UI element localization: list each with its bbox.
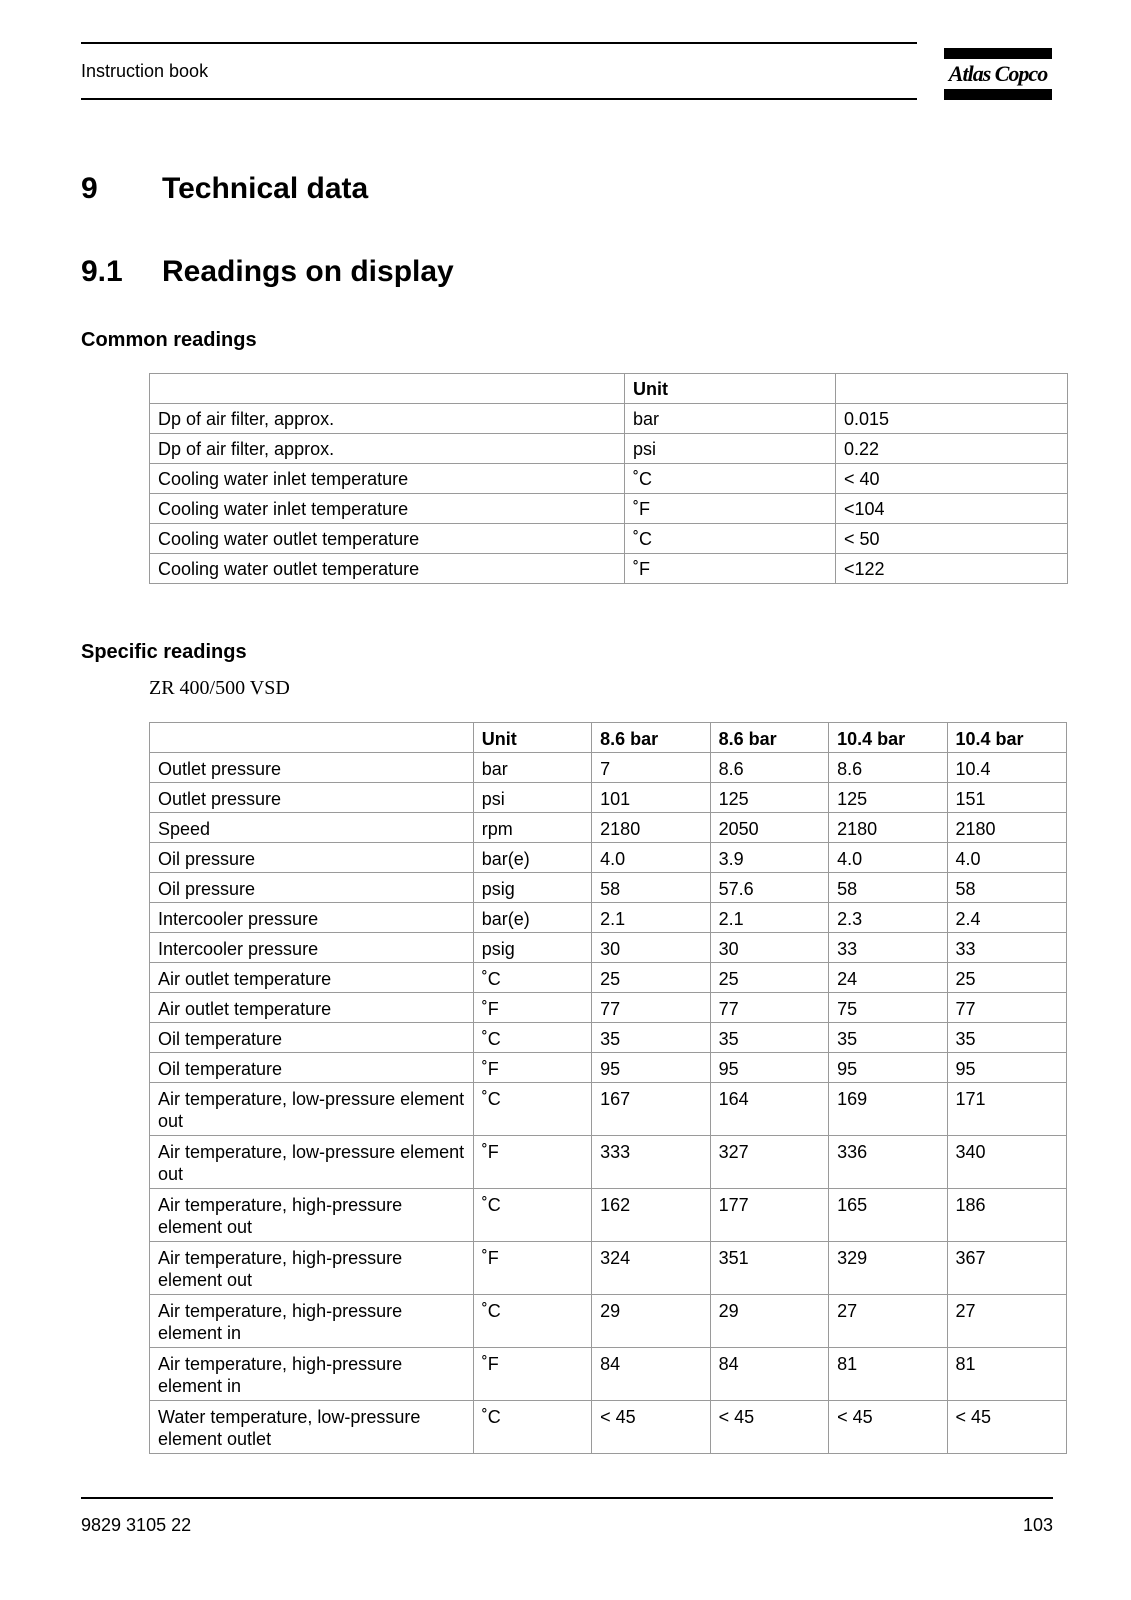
table-row xyxy=(150,1136,1067,1189)
column-header: Unit xyxy=(625,374,836,404)
table-row xyxy=(150,1023,1067,1053)
reading-value: 29 xyxy=(710,1295,828,1348)
reading-value: 0.22 xyxy=(836,434,1068,464)
reading-value: 125 xyxy=(710,783,828,813)
section-title: Technical data xyxy=(162,172,369,205)
reading-label: Dp of air filter, approx. xyxy=(150,404,625,434)
reading-value: 77 xyxy=(592,993,710,1023)
reading-label: Air temperature, high-pressure element in xyxy=(150,1295,474,1348)
atlas-copco-logo xyxy=(944,48,1052,100)
reading-value: 58 xyxy=(829,873,947,903)
table-row xyxy=(150,933,1067,963)
reading-unit: psig xyxy=(473,873,591,903)
reading-value: 169 xyxy=(829,1083,947,1136)
reading-value: 95 xyxy=(592,1053,710,1083)
reading-value: 333 xyxy=(592,1136,710,1189)
subsection-number: 9.1 xyxy=(81,255,123,288)
reading-value: 2050 xyxy=(710,813,828,843)
table-row xyxy=(150,1083,1067,1136)
column-header xyxy=(150,723,474,753)
table-row xyxy=(150,524,1068,554)
column-header xyxy=(150,374,625,404)
specific-readings-table xyxy=(149,722,1067,1454)
column-header: 8.6 bar xyxy=(592,723,710,753)
reading-label: Cooling water outlet temperature xyxy=(150,524,625,554)
reading-label: Cooling water inlet temperature xyxy=(150,494,625,524)
reading-value: 25 xyxy=(592,963,710,993)
reading-unit: bar(e) xyxy=(473,843,591,873)
subsection-title: Readings on display xyxy=(162,255,454,288)
reading-label: Air temperature, high-pressure element in xyxy=(150,1348,474,1401)
reading-value: 3.9 xyxy=(710,843,828,873)
header-rule-top xyxy=(81,42,917,44)
specific-readings-heading: Specific readings xyxy=(81,641,247,663)
reading-value: 75 xyxy=(829,993,947,1023)
reading-unit: ˚F xyxy=(473,1242,591,1295)
common-readings-table xyxy=(149,373,1068,584)
reading-value: < 45 xyxy=(710,1401,828,1454)
table-row xyxy=(150,783,1067,813)
reading-value: 340 xyxy=(947,1136,1066,1189)
reading-unit: ˚C xyxy=(473,1401,591,1454)
reading-value: 2180 xyxy=(829,813,947,843)
table-row xyxy=(150,1348,1067,1401)
table-row xyxy=(150,1053,1067,1083)
reading-label: Oil temperature xyxy=(150,1053,474,1083)
table-header-row xyxy=(150,723,1067,753)
table-row xyxy=(150,993,1067,1023)
reading-unit: bar xyxy=(473,753,591,783)
reading-value: 33 xyxy=(947,933,1066,963)
column-header: Unit xyxy=(473,723,591,753)
reading-value: 324 xyxy=(592,1242,710,1295)
reading-value: 177 xyxy=(710,1189,828,1242)
table-row xyxy=(150,813,1067,843)
reading-value: 81 xyxy=(947,1348,1066,1401)
subsection-heading xyxy=(81,255,454,289)
reading-value: 81 xyxy=(829,1348,947,1401)
reading-value: < 45 xyxy=(829,1401,947,1454)
section-heading xyxy=(81,172,368,206)
reading-label: Dp of air filter, approx. xyxy=(150,434,625,464)
table-header-row xyxy=(150,374,1068,404)
reading-value: 35 xyxy=(710,1023,828,1053)
reading-value: 167 xyxy=(592,1083,710,1136)
logo-bar-top xyxy=(944,48,1052,59)
model-name: ZR 400/500 VSD xyxy=(149,677,290,699)
reading-value: 367 xyxy=(947,1242,1066,1295)
reading-label: Air temperature, low-pressure element out xyxy=(150,1083,474,1136)
logo-bar-bottom xyxy=(944,89,1052,100)
reading-value: 95 xyxy=(710,1053,828,1083)
reading-value: 30 xyxy=(710,933,828,963)
reading-value: 33 xyxy=(829,933,947,963)
reading-label: Speed xyxy=(150,813,474,843)
reading-value: 165 xyxy=(829,1189,947,1242)
column-header: 8.6 bar xyxy=(710,723,828,753)
reading-label: Outlet pressure xyxy=(150,753,474,783)
header-title: Instruction book xyxy=(81,61,209,81)
reading-value: 2.4 xyxy=(947,903,1066,933)
reading-unit: ˚C xyxy=(625,524,836,554)
reading-value: 2180 xyxy=(592,813,710,843)
reading-unit: psi xyxy=(473,783,591,813)
reading-value: 95 xyxy=(947,1053,1066,1083)
table-row xyxy=(150,464,1068,494)
table-row xyxy=(150,1189,1067,1242)
reading-value: 8.6 xyxy=(710,753,828,783)
reading-label: Intercooler pressure xyxy=(150,903,474,933)
reading-value: <104 xyxy=(836,494,1068,524)
reading-value: 171 xyxy=(947,1083,1066,1136)
reading-value: 329 xyxy=(829,1242,947,1295)
reading-unit: ˚F xyxy=(473,1053,591,1083)
reading-value: <122 xyxy=(836,554,1068,584)
reading-label: Oil pressure xyxy=(150,873,474,903)
reading-value: 2.1 xyxy=(710,903,828,933)
reading-label: Intercooler pressure xyxy=(150,933,474,963)
reading-value: 2.3 xyxy=(829,903,947,933)
reading-value: 4.0 xyxy=(829,843,947,873)
reading-value: < 40 xyxy=(836,464,1068,494)
reading-value: 351 xyxy=(710,1242,828,1295)
reading-value: 27 xyxy=(947,1295,1066,1348)
reading-value: 4.0 xyxy=(592,843,710,873)
reading-value: 24 xyxy=(829,963,947,993)
column-header: 10.4 bar xyxy=(947,723,1066,753)
table-row xyxy=(150,1401,1067,1454)
table-row xyxy=(150,903,1067,933)
reading-value: < 45 xyxy=(592,1401,710,1454)
reading-value: 2.1 xyxy=(592,903,710,933)
reading-value: 77 xyxy=(947,993,1066,1023)
reading-unit: ˚C xyxy=(473,1023,591,1053)
table-row xyxy=(150,494,1068,524)
table-row xyxy=(150,434,1068,464)
reading-value: < 45 xyxy=(947,1401,1066,1454)
reading-value: 77 xyxy=(710,993,828,1023)
reading-unit: ˚F xyxy=(473,1348,591,1401)
reading-unit: ˚C xyxy=(473,1083,591,1136)
page-number: 103 xyxy=(1022,1515,1053,1535)
table-row xyxy=(150,1295,1067,1348)
reading-value: 164 xyxy=(710,1083,828,1136)
reading-label: Oil temperature xyxy=(150,1023,474,1053)
reading-value: 35 xyxy=(829,1023,947,1053)
reading-unit: ˚C xyxy=(473,963,591,993)
footer-rule xyxy=(81,1497,1053,1499)
reading-value: 84 xyxy=(710,1348,828,1401)
reading-value: 25 xyxy=(710,963,828,993)
reading-value: 27 xyxy=(829,1295,947,1348)
reading-unit: ˚C xyxy=(473,1189,591,1242)
table-row xyxy=(150,404,1068,434)
reading-value: 57.6 xyxy=(710,873,828,903)
reading-value: 186 xyxy=(947,1189,1066,1242)
reading-value: 2180 xyxy=(947,813,1066,843)
reading-unit: rpm xyxy=(473,813,591,843)
reading-label: Air outlet temperature xyxy=(150,963,474,993)
table-row xyxy=(150,1242,1067,1295)
reading-value: 336 xyxy=(829,1136,947,1189)
reading-unit: ˚C xyxy=(473,1295,591,1348)
reading-label: Air temperature, high-pressure element out xyxy=(150,1189,474,1242)
reading-unit: psig xyxy=(473,933,591,963)
reading-unit: ˚F xyxy=(625,554,836,584)
reading-value: 58 xyxy=(947,873,1066,903)
table-row xyxy=(150,843,1067,873)
section-number: 9 xyxy=(81,172,98,205)
reading-value: 162 xyxy=(592,1189,710,1242)
reading-value: < 50 xyxy=(836,524,1068,554)
reading-value: 0.015 xyxy=(836,404,1068,434)
reading-value: 327 xyxy=(710,1136,828,1189)
reading-value: 7 xyxy=(592,753,710,783)
reading-value: 10.4 xyxy=(947,753,1066,783)
reading-value: 84 xyxy=(592,1348,710,1401)
reading-unit: ˚C xyxy=(625,464,836,494)
reading-unit: psi xyxy=(625,434,836,464)
reading-unit: ˚F xyxy=(473,1136,591,1189)
reading-value: 25 xyxy=(947,963,1066,993)
reading-label: Cooling water outlet temperature xyxy=(150,554,625,584)
table-row xyxy=(150,753,1067,783)
reading-value: 8.6 xyxy=(829,753,947,783)
reading-value: 30 xyxy=(592,933,710,963)
reading-value: 35 xyxy=(592,1023,710,1053)
reading-value: 101 xyxy=(592,783,710,813)
reading-label: Air temperature, high-pressure element out xyxy=(150,1242,474,1295)
table-row xyxy=(150,554,1068,584)
reading-value: 151 xyxy=(947,783,1066,813)
reading-value: 58 xyxy=(592,873,710,903)
table-row xyxy=(150,873,1067,903)
reading-label: Outlet pressure xyxy=(150,783,474,813)
common-readings-heading: Common readings xyxy=(81,329,257,351)
reading-value: 125 xyxy=(829,783,947,813)
reading-value: 95 xyxy=(829,1053,947,1083)
reading-unit: bar xyxy=(625,404,836,434)
reading-unit: ˚F xyxy=(473,993,591,1023)
reading-label: Air outlet temperature xyxy=(150,993,474,1023)
reading-label: Water temperature, low-pressure element outlet xyxy=(150,1401,474,1454)
column-header: 10.4 bar xyxy=(829,723,947,753)
reading-unit: bar(e) xyxy=(473,903,591,933)
reading-value: 35 xyxy=(947,1023,1066,1053)
column-header xyxy=(836,374,1068,404)
header-rule-bottom xyxy=(81,98,917,100)
reading-value: 29 xyxy=(592,1295,710,1348)
reading-label: Cooling water inlet temperature xyxy=(150,464,625,494)
table-row xyxy=(150,963,1067,993)
logo-wordmark: Atlas Copco xyxy=(948,61,1048,86)
reading-unit: ˚F xyxy=(625,494,836,524)
document-number: 9829 3105 22 xyxy=(81,1515,192,1535)
reading-label: Air temperature, low-pressure element out xyxy=(150,1136,474,1189)
reading-value: 4.0 xyxy=(947,843,1066,873)
reading-label: Oil pressure xyxy=(150,843,474,873)
